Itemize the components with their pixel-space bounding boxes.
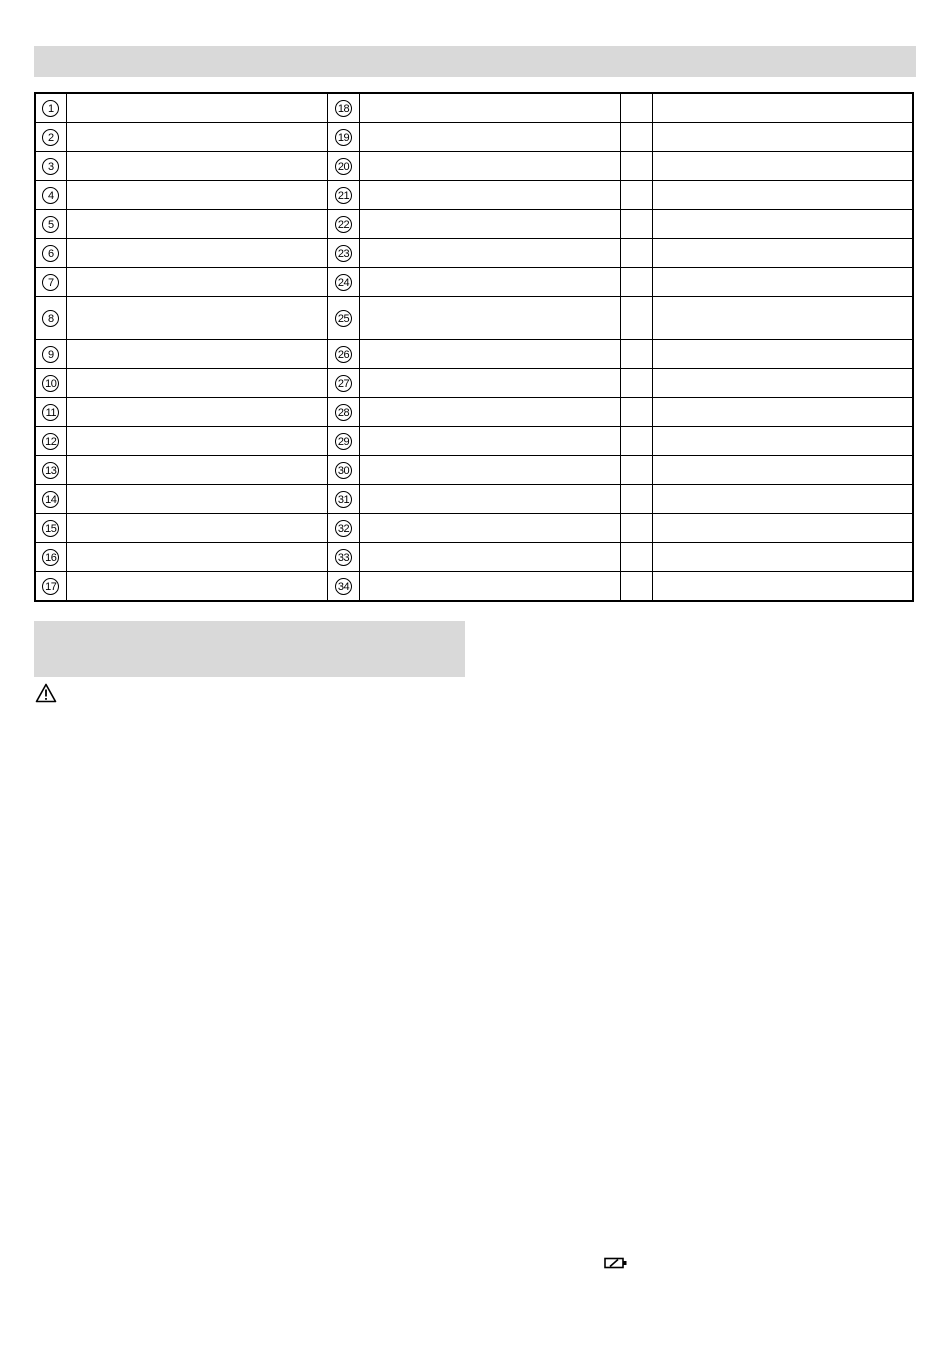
table-row bbox=[35, 398, 913, 427]
table-row bbox=[35, 123, 913, 152]
part-number-callout-cell bbox=[35, 485, 66, 514]
part-number-callout-cell bbox=[35, 239, 66, 268]
part-number-cell bbox=[621, 398, 652, 427]
part-number-callout: 11 bbox=[42, 404, 59, 421]
part-number-callout-cell bbox=[35, 572, 66, 602]
part-number-callout-cell bbox=[328, 427, 359, 456]
part-name-cell bbox=[359, 297, 621, 340]
part-number-callout: 14 bbox=[42, 491, 59, 508]
table-row bbox=[35, 93, 913, 123]
part-number-callout-cell bbox=[35, 514, 66, 543]
part-number-cell bbox=[621, 239, 652, 268]
battery-icon bbox=[604, 1256, 628, 1270]
parts-table bbox=[34, 92, 914, 602]
part-name-cell bbox=[652, 210, 913, 239]
part-name-cell bbox=[359, 152, 621, 181]
part-number-callout-cell bbox=[35, 152, 66, 181]
part-name-cell bbox=[652, 369, 913, 398]
part-name-cell bbox=[652, 268, 913, 297]
part-name-cell bbox=[652, 485, 913, 514]
part-number-callout-cell bbox=[35, 456, 66, 485]
part-name-cell bbox=[66, 210, 328, 239]
part-name-cell bbox=[359, 268, 621, 297]
part-number-callout-cell bbox=[328, 398, 359, 427]
table-row bbox=[35, 181, 913, 210]
part-number-callout: 7 bbox=[42, 274, 59, 291]
part-number-callout: 3 bbox=[42, 158, 59, 175]
part-number-callout: 5 bbox=[42, 216, 59, 233]
part-number-callout-cell bbox=[35, 268, 66, 297]
part-number-callout: 4 bbox=[42, 187, 59, 204]
part-number-callout: 24 bbox=[335, 274, 352, 291]
part-number-cell bbox=[621, 297, 652, 340]
part-number-cell bbox=[621, 369, 652, 398]
part-name-cell bbox=[66, 456, 328, 485]
part-name-cell bbox=[66, 427, 328, 456]
part-number-cell bbox=[621, 93, 652, 123]
part-number-callout-cell bbox=[35, 210, 66, 239]
part-number-callout-cell bbox=[328, 369, 359, 398]
part-number-callout: 32 bbox=[335, 520, 352, 537]
part-number-callout-cell bbox=[35, 543, 66, 572]
part-name-cell bbox=[66, 181, 328, 210]
part-number-callout: 13 bbox=[42, 462, 59, 479]
table-row bbox=[35, 340, 913, 369]
part-number-callout: 12 bbox=[42, 433, 59, 450]
part-name-cell bbox=[359, 123, 621, 152]
part-number-callout: 10 bbox=[42, 375, 59, 392]
part-name-cell bbox=[66, 239, 328, 268]
part-name-cell bbox=[359, 369, 621, 398]
part-number-callout-cell bbox=[35, 398, 66, 427]
part-number-callout-cell bbox=[328, 456, 359, 485]
part-number-cell bbox=[621, 485, 652, 514]
part-name-cell bbox=[359, 427, 621, 456]
part-number-cell bbox=[621, 514, 652, 543]
part-name-cell bbox=[359, 543, 621, 572]
part-number-callout-cell bbox=[328, 543, 359, 572]
part-name-cell bbox=[66, 398, 328, 427]
part-name-cell bbox=[359, 572, 621, 602]
part-name-cell bbox=[359, 514, 621, 543]
part-name-cell bbox=[652, 398, 913, 427]
part-number-callout: 27 bbox=[335, 375, 352, 392]
part-name-cell bbox=[66, 543, 328, 572]
part-number-callout: 23 bbox=[335, 245, 352, 262]
part-number-cell bbox=[621, 152, 652, 181]
part-number-callout: 17 bbox=[42, 578, 59, 595]
table-row bbox=[35, 485, 913, 514]
part-number-cell bbox=[621, 123, 652, 152]
part-number-callout-cell bbox=[35, 297, 66, 340]
table-row bbox=[35, 268, 913, 297]
table-row bbox=[35, 369, 913, 398]
part-number-callout: 20 bbox=[335, 158, 352, 175]
part-name-cell bbox=[66, 369, 328, 398]
part-number-callout: 33 bbox=[335, 549, 352, 566]
part-number-callout-cell bbox=[35, 181, 66, 210]
part-number-callout: 28 bbox=[335, 404, 352, 421]
part-number-callout-cell bbox=[328, 210, 359, 239]
part-number-callout: 30 bbox=[335, 462, 352, 479]
part-name-cell bbox=[652, 181, 913, 210]
part-number-callout-cell bbox=[35, 369, 66, 398]
part-number-callout-cell bbox=[328, 297, 359, 340]
part-name-cell bbox=[359, 93, 621, 123]
header-bar bbox=[34, 46, 916, 77]
part-name-cell bbox=[652, 543, 913, 572]
table-row bbox=[35, 543, 913, 572]
part-name-cell bbox=[652, 456, 913, 485]
part-name-cell bbox=[652, 152, 913, 181]
part-name-cell bbox=[359, 181, 621, 210]
part-number-callout-cell bbox=[328, 485, 359, 514]
part-name-cell bbox=[359, 456, 621, 485]
part-name-cell bbox=[66, 268, 328, 297]
part-number-callout: 22 bbox=[335, 216, 352, 233]
part-number-callout-cell bbox=[35, 340, 66, 369]
part-number-callout-cell bbox=[328, 152, 359, 181]
table-row bbox=[35, 297, 913, 340]
part-name-cell bbox=[66, 297, 328, 340]
part-number-callout: 9 bbox=[42, 346, 59, 363]
part-number-callout-cell bbox=[35, 427, 66, 456]
table-row bbox=[35, 427, 913, 456]
part-number-cell bbox=[621, 427, 652, 456]
part-number-callout-cell bbox=[35, 123, 66, 152]
part-number-callout: 34 bbox=[335, 578, 352, 595]
part-number-callout-cell bbox=[328, 181, 359, 210]
part-number-callout: 16 bbox=[42, 549, 59, 566]
part-name-cell bbox=[652, 239, 913, 268]
part-name-cell bbox=[652, 340, 913, 369]
parts-table-body bbox=[35, 93, 913, 601]
part-number-callout-cell bbox=[328, 340, 359, 369]
part-name-cell bbox=[66, 152, 328, 181]
part-name-cell bbox=[359, 340, 621, 369]
part-number-callout: 26 bbox=[335, 346, 352, 363]
part-number-cell bbox=[621, 340, 652, 369]
part-number-callout-cell bbox=[328, 93, 359, 123]
table-row bbox=[35, 572, 913, 602]
part-name-cell bbox=[652, 572, 913, 602]
part-name-cell bbox=[652, 427, 913, 456]
part-name-cell bbox=[652, 123, 913, 152]
part-number-cell bbox=[621, 268, 652, 297]
part-number-cell bbox=[621, 456, 652, 485]
part-number-callout: 29 bbox=[335, 433, 352, 450]
section-header-bar bbox=[34, 621, 465, 677]
part-number-cell bbox=[621, 210, 652, 239]
part-name-cell bbox=[359, 485, 621, 514]
part-number-cell bbox=[621, 543, 652, 572]
part-number-callout: 15 bbox=[42, 520, 59, 537]
part-name-cell bbox=[66, 514, 328, 543]
part-number-callout-cell bbox=[35, 93, 66, 123]
table-row bbox=[35, 456, 913, 485]
part-number-callout: 8 bbox=[42, 310, 59, 327]
part-name-cell bbox=[359, 398, 621, 427]
part-number-callout: 19 bbox=[335, 129, 352, 146]
part-number-callout-cell bbox=[328, 514, 359, 543]
part-number-cell bbox=[621, 181, 652, 210]
part-number-callout: 6 bbox=[42, 245, 59, 262]
part-number-callout: 1 bbox=[42, 100, 59, 117]
part-number-callout: 31 bbox=[335, 491, 352, 508]
part-name-cell bbox=[652, 297, 913, 340]
part-name-cell bbox=[66, 340, 328, 369]
part-number-callout: 18 bbox=[335, 100, 352, 117]
part-number-callout-cell bbox=[328, 268, 359, 297]
warning-triangle-icon bbox=[35, 683, 57, 703]
part-name-cell bbox=[66, 93, 328, 123]
table-row bbox=[35, 239, 913, 268]
part-name-cell bbox=[652, 93, 913, 123]
part-number-callout: 25 bbox=[335, 310, 352, 327]
table-row bbox=[35, 152, 913, 181]
table-row bbox=[35, 514, 913, 543]
part-name-cell bbox=[66, 485, 328, 514]
part-number-callout-cell bbox=[328, 572, 359, 602]
part-number-callout: 21 bbox=[335, 187, 352, 204]
part-number-callout: 2 bbox=[42, 129, 59, 146]
part-number-cell bbox=[621, 572, 652, 602]
part-name-cell bbox=[652, 514, 913, 543]
part-number-callout-cell bbox=[328, 123, 359, 152]
part-number-callout-cell bbox=[328, 239, 359, 268]
part-name-cell bbox=[66, 572, 328, 602]
part-name-cell bbox=[359, 210, 621, 239]
part-name-cell bbox=[359, 239, 621, 268]
part-name-cell bbox=[66, 123, 328, 152]
table-row bbox=[35, 210, 913, 239]
